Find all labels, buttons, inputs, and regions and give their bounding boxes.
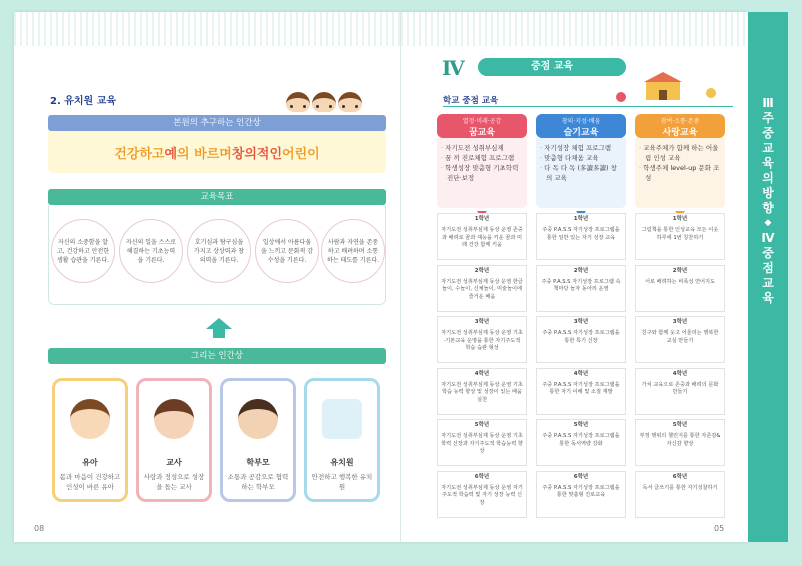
sidebar-char: 육 [762, 156, 774, 170]
vision-statement [48, 131, 386, 173]
grade-text: 독서 글쓰기를 통한 자기성찰하기 [642, 484, 718, 491]
grade-text: 자기도전 성취부심제 동상 운영 기초·기본교육 운영을 통한 자기주도적 학습 습관 형성 [441, 330, 523, 351]
grade-cell [536, 471, 626, 518]
child-portrait-icon [70, 399, 110, 439]
grade-label: 1학년 [672, 216, 688, 222]
grade-text: 자기도전 성취부심제 동상 운영 존중과 배려로 꿈과 재능을 키운 꿈과 미래 건강 함께 키움 [441, 227, 523, 248]
grade-cell [635, 419, 725, 466]
grade-text: 주중 P.A.S.S 자기성장 프로그램을 통한 자기 이해 및 소질 계발 [542, 381, 620, 395]
chapter-title: 중점 교육 [478, 58, 626, 76]
kid-face-icon [338, 92, 362, 112]
column-dream-education [437, 114, 527, 218]
grade-text: 주중 P.A.S.S 자기성장 프로그램을 통한 특기 신장 [542, 330, 620, 344]
column-item: · 다 독 다 독 (多讀多讀) 창의 교육 [540, 163, 622, 183]
grade-label: 5학년 [474, 422, 490, 428]
goal-circle: 자신의 소중함을 알고, 건강하고 안전한 생활 습관을 기른다. [51, 219, 115, 283]
grade-label: 4학년 [474, 370, 490, 377]
vision-header: 본원의 추구하는 인간상 [48, 115, 386, 131]
subsection-title: 학교 중점 교육 [443, 96, 499, 106]
grade-label: 2학년 [672, 267, 688, 274]
grade-text: 자기도전 성취부심제 동상 운영 기초학습 능력 향상 및 성장이 있는 배움 실천 [441, 381, 523, 403]
teacher-portrait-icon [154, 399, 194, 439]
page-spine [400, 12, 401, 542]
page-number-left: 08 [34, 524, 45, 533]
person-name: 유치원 [330, 458, 354, 467]
grade-text: 주중 P.A.S.S 자기성장 프로그램을 통한 맞춤형 진로교육 [542, 484, 620, 498]
sidebar-char: 육 [762, 291, 774, 305]
grade-text: 부정 행위의 챌린지를 통한 자존감&자신감 향상 [639, 433, 721, 447]
sidebar-char: Ⅲ [762, 96, 774, 110]
grade-text: 가치 교육으로 존중과 배려의 문화 만들기 [641, 381, 719, 395]
column-items [437, 138, 527, 208]
goal-circle: 일상에서 아름다움을 느끼고 문화적 감수성을 기른다. [255, 219, 319, 283]
grade-label: 3학년 [474, 319, 490, 325]
vision-part: 의 바르며 [177, 146, 232, 162]
school-building-icon [322, 399, 362, 439]
chapter-roman-numeral: Ⅳ [442, 56, 465, 80]
sidebar-char: 교 [762, 276, 774, 290]
grade-cell [635, 265, 725, 312]
grade-text: 그림책을 통한 인성교육 모든 이웃 하루에 1번 칭찬하기 [641, 227, 719, 241]
person-name: 유아 [82, 458, 98, 467]
sidebar-char: 향 [762, 201, 774, 215]
flower-icon [706, 88, 716, 98]
subsection-rule [443, 106, 733, 107]
person-desc: 사랑과 정성으로 성장을 돕는 교사 [143, 473, 205, 491]
column-item: · 꿈 끼 진로체험 프로그램 [441, 153, 523, 163]
grade-cell [437, 419, 527, 466]
column-love-education [635, 114, 725, 218]
column-items [536, 138, 626, 208]
grade-cell [536, 316, 626, 363]
vision-part: 예 [164, 146, 178, 162]
chapter-sidebar [748, 12, 788, 542]
grade-cell [437, 265, 527, 312]
column-title: 사랑교육 [662, 128, 698, 138]
column-header [536, 114, 626, 138]
sidebar-char: 의 [762, 171, 774, 185]
sidebar-char: 주 [762, 111, 774, 125]
goal-circle: 자신의 일을 스스로 해결하는 기초능력을 기른다. [119, 219, 183, 283]
section-title: 2. 유치원 교육 [50, 96, 117, 107]
people-panel [48, 374, 386, 514]
grade-cell [437, 471, 527, 518]
person-desc: 소통과 공감으로 협력하는 학부모 [227, 473, 289, 491]
column-items [635, 138, 725, 208]
sidebar-char: 점 [762, 261, 774, 275]
person-card-kindergarten [304, 378, 380, 502]
goals-panel [48, 205, 386, 305]
column-wisdom-education [536, 114, 626, 218]
kid-face-icon [286, 92, 310, 112]
column-item: · 자기도전 성취부심제 [441, 143, 523, 153]
grade-cell [635, 471, 725, 518]
page-number-right: 05 [714, 524, 725, 533]
grade-cell [635, 316, 725, 363]
column-item: · 맞춤형 다채움 교육 [540, 153, 622, 163]
grade-text: 주중 P.A.S.S 자기성장 프로그램 속 책마당 놀자 동아리 운영 [541, 278, 621, 292]
person-name: 교사 [166, 458, 182, 467]
person-desc: 몸과 마음이 건강하고 인성이 바른 유아 [59, 473, 121, 491]
column-header [437, 114, 527, 138]
school-icon [640, 72, 686, 102]
kids-illustration [286, 92, 362, 112]
grade-label: 1학년 [474, 216, 490, 222]
grade-cell [536, 368, 626, 415]
person-card-parent [220, 378, 296, 502]
grade-text: 주중 P.A.S.S 자기성장 프로그램을 통한 독서역량 강화 [542, 433, 620, 447]
grade-label: 2학년 [474, 267, 490, 274]
column-item: · 학생주체 level-up 문화 조성 [639, 163, 721, 183]
column-values: 창의·지성·배움 [561, 118, 601, 125]
flower-icon [616, 92, 626, 102]
grade-label: 3학년 [672, 319, 688, 325]
grade-cell [536, 213, 626, 260]
grade-text: 자기도전 성취부심제 동상 운영 자기주도적 학습력 및 자기 성장 능력 신장 [441, 484, 523, 506]
grade-label: 3학년 [573, 319, 589, 325]
vision-part: 건강하고 [114, 146, 165, 162]
person-desc: 안전하고 행복한 유치원 [311, 473, 373, 491]
column-item: · 자기성장 체험 프로그램 [540, 143, 622, 153]
grade-cell [536, 419, 626, 466]
vision-part: 어린이 [282, 146, 320, 162]
grade-label: 1학년 [573, 216, 589, 222]
people-header: 그리는 인간상 [48, 348, 386, 364]
parent-portrait-icon [238, 399, 278, 439]
goal-circle: 호기심과 탐구심을 가지고 상상력과 창의력을 기른다. [187, 219, 251, 283]
grade-label: 6학년 [672, 473, 688, 480]
grade-label: 6학년 [474, 473, 490, 480]
grade-text: 자기도전 성취부심제 동상 운영 한글놀이, 수놀이, 신체놀이, 미술놀이에 즐거운 배움 [441, 278, 523, 300]
person-card-child [52, 378, 128, 502]
grade-label: 4학년 [672, 370, 688, 377]
grade-cell [437, 368, 527, 415]
column-item: · 교육주체가 함께 하는 어울림 인성 교육 [639, 143, 721, 163]
right-top-band [401, 12, 748, 46]
grade-text: 친구와 함께 웃고 어울리는 행복한 교실 만들기 [641, 330, 719, 344]
column-title: 꿈교육 [468, 128, 496, 138]
person-card-teacher [136, 378, 212, 502]
grade-cell [635, 368, 725, 415]
grade-label: 5학년 [573, 422, 589, 428]
column-item: · 학생성장 맞춤형 기초학력 진단·보정 [441, 163, 523, 183]
goal-circle: 사람과 자연을 존중하고 배려하며 소통하는 태도를 기른다. [321, 219, 385, 283]
grade-cell [437, 213, 527, 260]
goals-header: 교육목표 [48, 189, 386, 205]
grade-label: 2학년 [573, 267, 589, 274]
grade-cell [536, 265, 626, 312]
column-header [635, 114, 725, 138]
sidebar-char: 중 [762, 246, 774, 260]
left-top-band [14, 12, 400, 46]
sidebar-char: 방 [762, 186, 774, 200]
grade-label: 6학년 [573, 473, 589, 480]
up-arrow-icon [206, 318, 232, 340]
person-name: 학부모 [246, 458, 270, 467]
sidebar-char: Ⅳ [761, 231, 775, 245]
grade-label: 4학년 [573, 370, 589, 377]
column-values: 열정·미래·공감 [462, 118, 502, 125]
grade-label: 5학년 [672, 422, 688, 428]
kid-face-icon [312, 92, 336, 112]
sidebar-char: 중 [762, 126, 774, 140]
column-title: 슬기교육 [563, 128, 599, 138]
sidebar-char: 교 [762, 141, 774, 155]
grade-cell [437, 316, 527, 363]
grade-text: 주중 P.A.S.S 자기성장 프로그램을 통한 일반 있는 자기 성장 교육 [542, 227, 620, 241]
grade-text: 자기도전 성취부심제 동상 운영 기초학력 신장과 자기주도적 학습능력 향상 [441, 433, 523, 454]
column-values: 참여·소통·존중 [660, 118, 700, 125]
grade-text: 서로 배려하는 비폭성 연어지도 [644, 278, 716, 285]
grade-cell [635, 213, 725, 260]
sidebar-char: ◆ [764, 218, 772, 228]
vision-part: 창의적인 [231, 146, 283, 162]
